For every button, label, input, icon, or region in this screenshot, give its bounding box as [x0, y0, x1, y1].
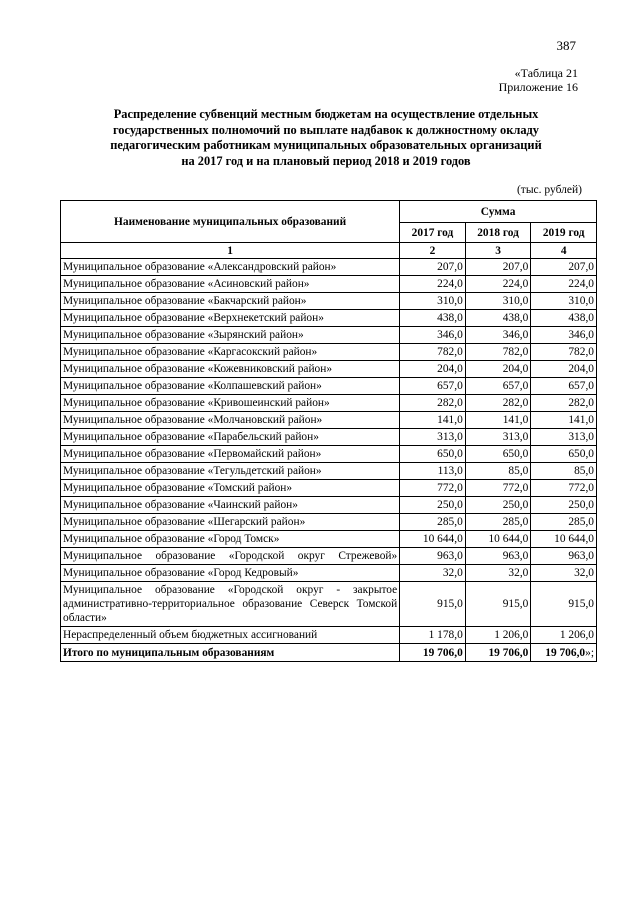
amount-2019: 32,0 [531, 565, 597, 582]
amount-2019: 772,0 [531, 480, 597, 497]
amount-2019: 224,0 [531, 276, 597, 293]
amount-2018: 207,0 [465, 259, 531, 276]
amount-2018: 346,0 [465, 327, 531, 344]
amount-2017: 782,0 [400, 344, 466, 361]
amount-2018: 85,0 [465, 463, 531, 480]
municipality-name: Муниципальное образование «Верхнекетский район» [61, 310, 400, 327]
title-line: Распределение субвенций местным бюджетам на осуществление отдельных [113, 107, 539, 121]
municipality-name: Муниципальное образование «Молчановский район» [61, 412, 400, 429]
amount-2018: 1 206,0 [465, 627, 531, 644]
appendix-ref-line: Приложение 16 [498, 80, 578, 94]
column-number-row [61, 243, 597, 259]
table-row [61, 259, 597, 276]
municipality-name: Муниципальное образование «Шегарский район» [61, 514, 400, 531]
municipality-name: Муниципальное образование «Парабельский район» [61, 429, 400, 446]
table-row [61, 463, 597, 480]
total-2019-cell [531, 644, 597, 662]
municipality-name: Муниципальное образование «Чаинский район» [61, 497, 400, 514]
table-row [61, 276, 597, 293]
amount-2018: 285,0 [465, 514, 531, 531]
amount-2018: 224,0 [465, 276, 531, 293]
amount-2017: 285,0 [400, 514, 466, 531]
amount-2019: 657,0 [531, 378, 597, 395]
total-2018: 19 706,0 [465, 644, 531, 662]
municipality-name: Муниципальное образование «Каргасокский район» [61, 344, 400, 361]
amount-2018: 657,0 [465, 378, 531, 395]
amount-2017: 204,0 [400, 361, 466, 378]
municipality-name: Муниципальное образование «Первомайский район» [61, 446, 400, 463]
table-row [61, 497, 597, 514]
amount-2018: 772,0 [465, 480, 531, 497]
table-row [61, 344, 597, 361]
amount-2017: 282,0 [400, 395, 466, 412]
amount-2017: 1 178,0 [400, 627, 466, 644]
table-row [61, 378, 597, 395]
header-year: 2018 год [465, 223, 531, 243]
amount-2018: 250,0 [465, 497, 531, 514]
amount-2019: 250,0 [531, 497, 597, 514]
municipality-name: Муниципальное образование «Бакчарский район» [61, 293, 400, 310]
total-2019: 19 706,0 [545, 646, 586, 659]
table-row [61, 293, 597, 310]
amount-2018: 438,0 [465, 310, 531, 327]
amount-2017: 10 644,0 [400, 531, 466, 548]
document-title [70, 107, 582, 169]
amount-2019: 10 644,0 [531, 531, 597, 548]
amount-2017: 346,0 [400, 327, 466, 344]
title-line: государственных полномочий по выплате надбавок к должностному окладу [112, 122, 540, 137]
municipality-name: Муниципальное образование «Город Кедровый» [61, 565, 400, 582]
title-line: педагогическим работникам муниципальных образовательных организаций [110, 138, 542, 152]
amount-2018: 141,0 [465, 412, 531, 429]
total-2017: 19 706,0 [400, 644, 466, 662]
table-reference [499, 66, 578, 94]
amount-2019: 346,0 [531, 327, 597, 344]
total-label: Итого по муниципальным образованиям [61, 644, 400, 662]
municipality-name: Муниципальное образование «Кожевниковский район» [61, 361, 400, 378]
amount-2018: 310,0 [465, 293, 531, 310]
subvention-table [60, 200, 597, 662]
amount-2019: 1 206,0 [531, 627, 597, 644]
table-row [61, 514, 597, 531]
header-name: Наименование муниципальных образований [61, 201, 400, 243]
amount-2018: 32,0 [465, 565, 531, 582]
amount-2017: 250,0 [400, 497, 466, 514]
closing-quote: »; [585, 646, 594, 659]
header-sum: Сумма [400, 201, 597, 223]
table-row [61, 480, 597, 497]
amount-2019: 204,0 [531, 361, 597, 378]
table-row [61, 446, 597, 463]
amount-2019: 141,0 [531, 412, 597, 429]
amount-2019: 285,0 [531, 514, 597, 531]
table-ref-line: «Таблица 21 [514, 66, 578, 80]
amount-2018: 915,0 [465, 582, 531, 627]
amount-2018: 650,0 [465, 446, 531, 463]
header-row [61, 201, 597, 223]
table-row [61, 361, 597, 378]
table-row [61, 412, 597, 429]
municipality-name: Муниципальное образование «Городской округ - закрытое административно-территориальное образование Северск Томской области» [61, 582, 400, 627]
amount-2019: 915,0 [531, 582, 597, 627]
table-row [61, 565, 597, 582]
municipality-name: Муниципальное образование «Кривошеинский район» [61, 395, 400, 412]
amount-2017: 313,0 [400, 429, 466, 446]
table-row [61, 310, 597, 327]
amount-2017: 207,0 [400, 259, 466, 276]
amount-2019: 963,0 [531, 548, 597, 565]
total-row [61, 644, 597, 662]
amount-2017: 224,0 [400, 276, 466, 293]
amount-2019: 207,0 [531, 259, 597, 276]
table-row [61, 327, 597, 344]
municipality-name: Муниципальное образование «Тегульдетский район» [61, 463, 400, 480]
column-number: 2 [400, 243, 466, 259]
amount-2017: 32,0 [400, 565, 466, 582]
page-number: 387 [556, 38, 576, 53]
amount-2019: 313,0 [531, 429, 597, 446]
unallocated-label: Нераспределенный объем бюджетных ассигнований [61, 627, 400, 644]
column-number: 1 [61, 243, 400, 259]
municipality-name: Муниципальное образование «Зырянский район» [61, 327, 400, 344]
amount-2019: 282,0 [531, 395, 597, 412]
table-row [61, 627, 597, 644]
amount-2019: 85,0 [531, 463, 597, 480]
municipality-name: Муниципальное образование «Асиновский район» [61, 276, 400, 293]
amount-2019: 310,0 [531, 293, 597, 310]
municipality-name: Муниципальное образование «Томский район» [61, 480, 400, 497]
amount-2017: 915,0 [400, 582, 466, 627]
table-row [61, 531, 597, 548]
table-row [61, 429, 597, 446]
amount-2017: 438,0 [400, 310, 466, 327]
amount-2018: 782,0 [465, 344, 531, 361]
table-row [61, 395, 597, 412]
amount-2018: 282,0 [465, 395, 531, 412]
municipality-name: Муниципальное образование «Александровский район» [61, 259, 400, 276]
header-year: 2019 год [531, 223, 597, 243]
municipality-name: Муниципальное образование «Колпашевский район» [61, 378, 400, 395]
amount-2018: 10 644,0 [465, 531, 531, 548]
amount-2017: 657,0 [400, 378, 466, 395]
amount-2017: 772,0 [400, 480, 466, 497]
amount-2018: 313,0 [465, 429, 531, 446]
amount-2017: 141,0 [400, 412, 466, 429]
table-row [61, 582, 597, 627]
amount-2017: 963,0 [400, 548, 466, 565]
title-line: на 2017 год и на плановый период 2018 и 2019 годов [181, 153, 471, 168]
amount-2017: 650,0 [400, 446, 466, 463]
amount-2019: 650,0 [531, 446, 597, 463]
municipality-name: Муниципальное образование «Город Томск» [61, 531, 400, 548]
amount-2019: 782,0 [531, 344, 597, 361]
municipality-name: Муниципальное образование «Городской округ Стрежевой» [61, 548, 400, 565]
amount-2018: 204,0 [465, 361, 531, 378]
header-year: 2017 год [400, 223, 466, 243]
table-row [61, 548, 597, 565]
amount-2018: 963,0 [465, 548, 531, 565]
amount-2019: 438,0 [531, 310, 597, 327]
column-number: 4 [531, 243, 597, 259]
amount-2017: 310,0 [400, 293, 466, 310]
column-number: 3 [465, 243, 531, 259]
amount-2017: 113,0 [400, 463, 466, 480]
units-note: (тыс. рублей) [516, 184, 582, 196]
